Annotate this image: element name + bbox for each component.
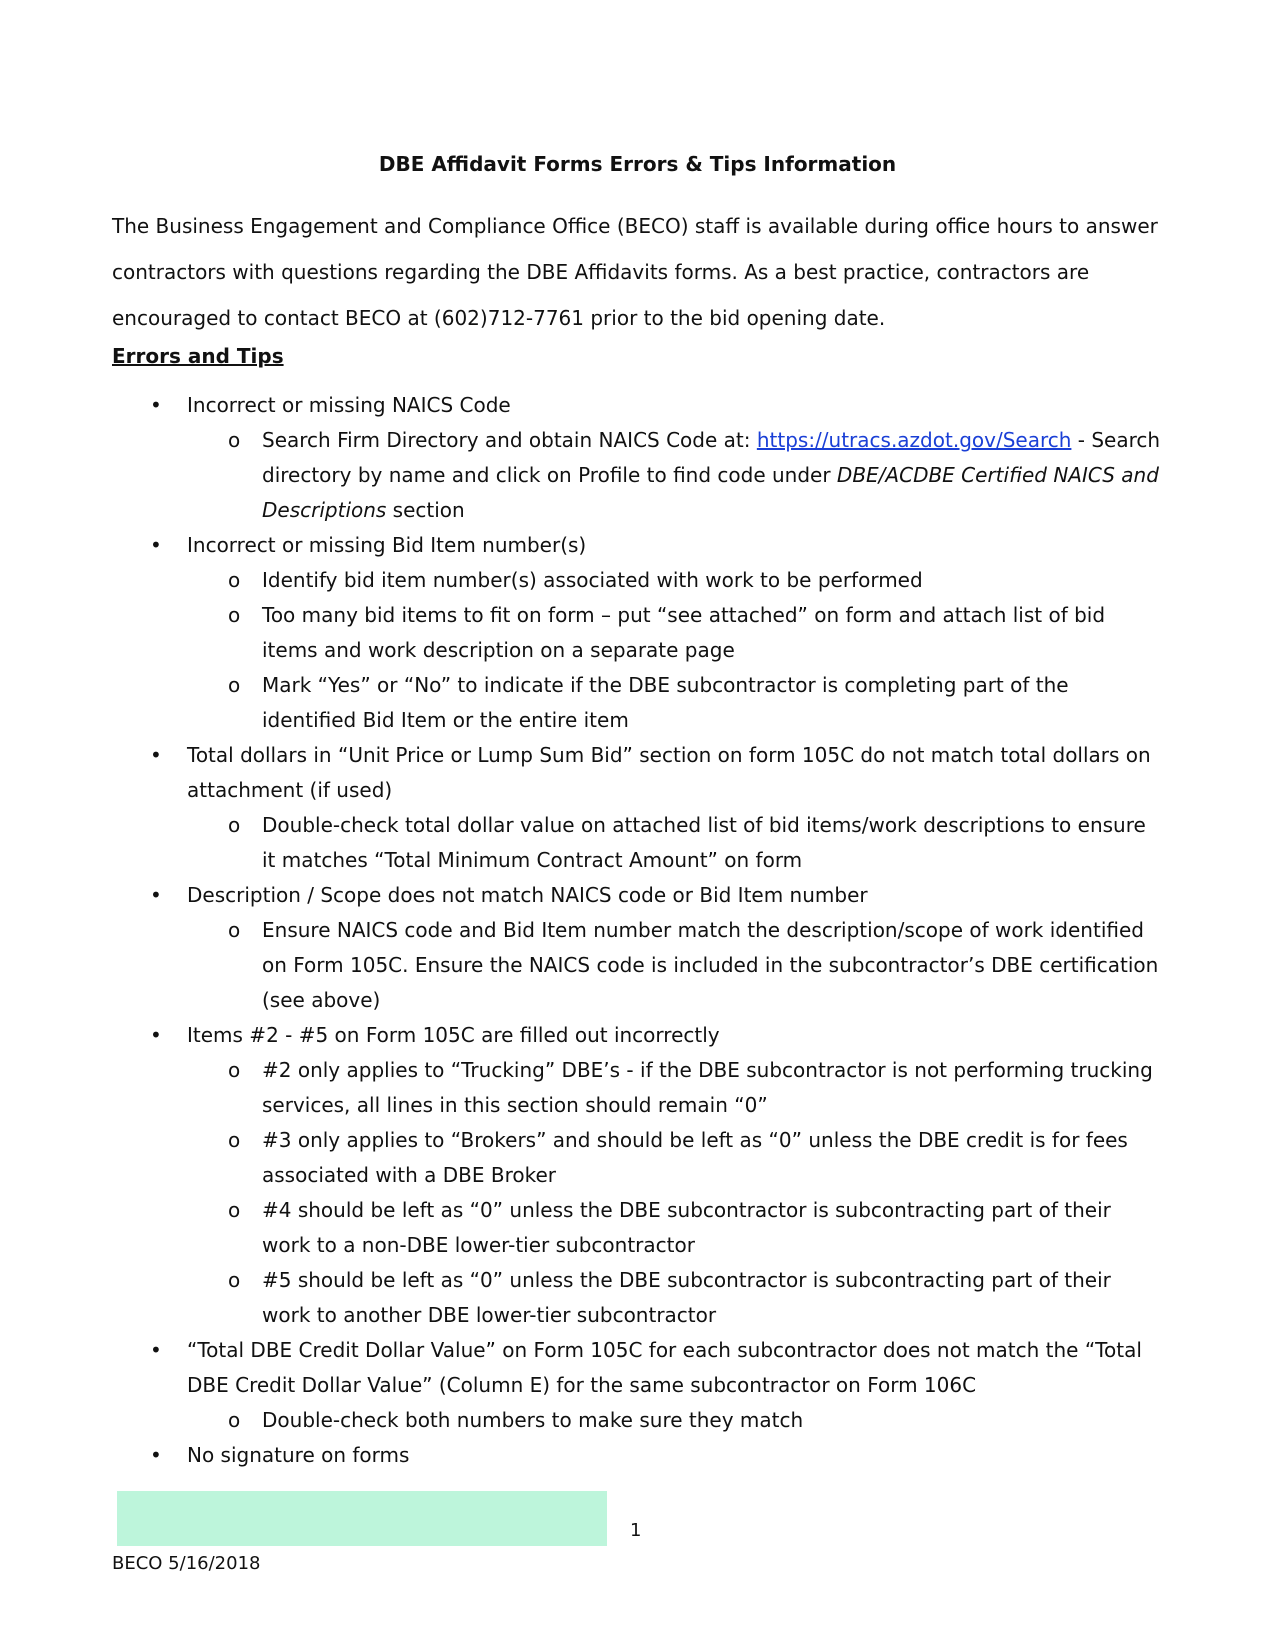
- sub-bullet-icon: o: [228, 1268, 241, 1292]
- page-title: DBE Affidavit Forms Errors & Tips Information: [378, 152, 897, 176]
- list-item-text: Description / Scope does not match NAICS code or Bid Item number: [187, 883, 868, 907]
- errors-tips-list: [0, 388, 1275, 1473]
- sub-list-item: [0, 598, 1162, 668]
- sub-list-item: [0, 423, 1162, 528]
- list-item: [0, 388, 1157, 423]
- section-heading: Errors and Tips: [112, 344, 284, 368]
- sub-list-item: [0, 668, 1162, 738]
- sub-item-text: #5 should be left as “0” unless the DBE subcontractor is subcontracting part of their work to another DBE lower-tier subcontractor: [262, 1268, 1111, 1327]
- page-number: 1: [630, 1520, 642, 1541]
- sub-item-text: Search Firm Directory and obtain NAICS Code at:: [262, 428, 757, 452]
- sub-bullet-icon: o: [228, 603, 241, 627]
- sub-item-text: #4 should be left as “0” unless the DBE subcontractor is subcontracting part of their work to a non-DBE lower-tier subcontractor: [262, 1198, 1111, 1257]
- sub-item-text: Double-check both numbers to make sure they match: [262, 1408, 804, 1432]
- sub-bullet-icon: o: [228, 813, 241, 837]
- highlight-bar: [117, 1491, 607, 1546]
- list-item-text: “Total DBE Credit Dollar Value” on Form 105C for each subcontractor does not match the “Total DBE Credit Dollar Value” (Column E) for the same subcontractor on Form 106C: [187, 1338, 1142, 1397]
- sub-item-text: #3 only applies to “Brokers” and should be left as “0” unless the DBE credit is for fees associated with a DBE Broker: [262, 1128, 1128, 1187]
- sub-bullet-icon: o: [228, 1198, 241, 1222]
- intro-line: encouraged to contact BECO at (602)712-7761 prior to the bid opening date.: [112, 306, 886, 330]
- list-item: [0, 738, 1157, 808]
- list-item-text: Items #2 - #5 on Form 105C are filled out incorrectly: [187, 1023, 720, 1047]
- bullet-icon: •: [150, 883, 162, 907]
- sub-bullet-icon: o: [228, 1408, 241, 1432]
- bullet-icon: •: [150, 743, 162, 767]
- list-item: [0, 528, 1157, 563]
- list-item: [0, 1333, 1157, 1403]
- sub-list-item: [0, 1263, 1162, 1333]
- bullet-icon: •: [150, 393, 162, 417]
- sub-item-text: Mark “Yes” or “No” to indicate if the DBE subcontractor is completing part of the identified Bid Item or the entire item: [262, 673, 1069, 732]
- sub-item-italic-text: DBE/ACDBE Certified NAICS and Descriptions: [262, 463, 1159, 522]
- sub-list-item: [0, 1193, 1162, 1263]
- sub-list-item: [0, 1053, 1162, 1123]
- footer-date: BECO 5/16/2018: [112, 1553, 261, 1574]
- sub-item-text: Identify bid item number(s) associated with work to be performed: [262, 568, 923, 592]
- utracs-search-link[interactable]: https://utracs.azdot.gov/Search: [756, 428, 1072, 452]
- sub-bullet-icon: o: [228, 1128, 241, 1152]
- sub-bullet-icon: o: [228, 918, 241, 942]
- sub-bullet-icon: o: [228, 1058, 241, 1082]
- list-item-text: Incorrect or missing Bid Item number(s): [187, 533, 587, 557]
- list-item-text: No signature on forms: [187, 1443, 410, 1467]
- sub-bullet-icon: o: [228, 428, 241, 452]
- bullet-icon: •: [150, 1023, 162, 1047]
- intro-line: The Business Engagement and Compliance Office (BECO) staff is available during office hours to answer: [112, 214, 1158, 238]
- sub-bullet-icon: o: [228, 568, 241, 592]
- sub-bullet-icon: o: [228, 673, 241, 697]
- sub-item-text: Ensure NAICS code and Bid Item number match the description/scope of work identified on Form 105C. Ensure the NAICS code is included in the subcontractor’s DBE certification (see above): [262, 918, 1159, 1012]
- sub-list-item: [0, 1403, 1162, 1438]
- sub-item-text: section: [386, 498, 465, 522]
- sub-list-item: [0, 1123, 1162, 1193]
- sub-item-text: - Search directory by name and click on Profile to find code under: [262, 428, 1161, 487]
- intro-paragraph: [112, 203, 1192, 341]
- sub-item-text: Double-check total dollar value on attached list of bid items/work descriptions to ensure it matches “Total Minimum Contract Amount” on form: [262, 813, 1146, 872]
- sub-item-text: #2 only applies to “Trucking” DBE’s - if the DBE subcontractor is not performing trucking services, all lines in this section should remain “0”: [262, 1058, 1153, 1117]
- sub-list-item: [0, 808, 1162, 878]
- bullet-icon: •: [150, 533, 162, 557]
- list-item-text: Incorrect or missing NAICS Code: [187, 393, 511, 417]
- sub-list-item: [0, 913, 1162, 1018]
- bullet-icon: •: [150, 1338, 162, 1362]
- list-item-text: Total dollars in “Unit Price or Lump Sum Bid” section on form 105C do not match total dollars on attachment (if used): [187, 743, 1151, 802]
- intro-line: contractors with questions regarding the DBE Affidavits forms. As a best practice, contractors are: [112, 260, 1090, 284]
- list-item: [0, 1018, 1157, 1053]
- sub-item-text: Too many bid items to fit on form – put “see attached” on form and attach list of bid items and work description on a separate page: [262, 603, 1106, 662]
- list-item: [0, 878, 1157, 913]
- list-item: [0, 1438, 1157, 1473]
- sub-list-item: [0, 563, 1162, 598]
- bullet-icon: •: [150, 1443, 162, 1467]
